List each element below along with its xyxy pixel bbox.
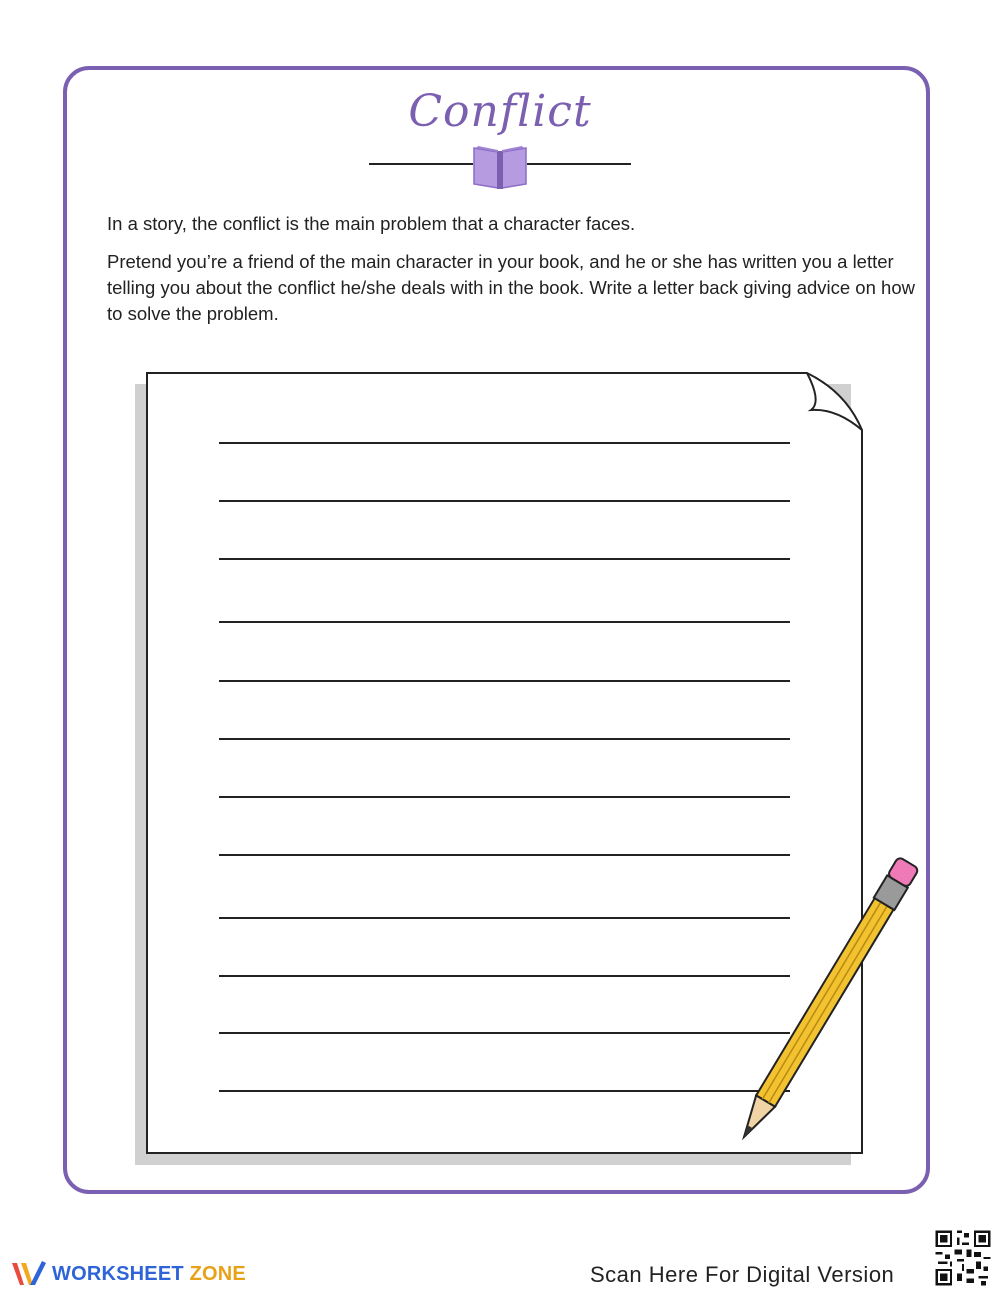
writing-line[interactable]: [219, 917, 790, 919]
brand-name-part2: ZONE: [189, 1262, 246, 1285]
instructions-text: Pretend you’re a friend of the main character in your book, and he or she has written you a letter telling you about the conflict he/she deals with in the book. Write a letter back giving advice on how to solve the problem.: [107, 251, 915, 324]
scan-label: Scan Here For Digital Version: [590, 1262, 895, 1287]
worksheetzone-logo-icon: [10, 1259, 48, 1289]
title-rule-left: [369, 163, 473, 165]
brand-name-part1: WORKSHEET: [52, 1262, 184, 1285]
writing-line[interactable]: [219, 558, 790, 560]
writing-line[interactable]: [219, 500, 790, 502]
writing-line[interactable]: [219, 796, 790, 798]
open-book-icon: [472, 144, 528, 190]
writing-line[interactable]: [219, 854, 790, 856]
writing-line[interactable]: [219, 621, 790, 623]
instructions-block: [107, 211, 917, 339]
writing-line[interactable]: [219, 1032, 790, 1034]
writing-line[interactable]: [219, 975, 790, 977]
writing-line[interactable]: [219, 442, 790, 444]
pencil-icon: [730, 850, 920, 1150]
title-rule-right: [527, 163, 631, 165]
intro-line: In a story, the conflict is the main problem that a character faces.: [107, 213, 636, 234]
writing-line[interactable]: [219, 680, 790, 682]
writing-line[interactable]: [219, 738, 790, 740]
worksheet-title: Conflict: [408, 86, 592, 137]
brand-logo[interactable]: [10, 1259, 246, 1289]
writing-line[interactable]: [219, 1090, 790, 1092]
qr-code-icon[interactable]: [933, 1228, 993, 1288]
brand-name: [52, 1263, 246, 1286]
